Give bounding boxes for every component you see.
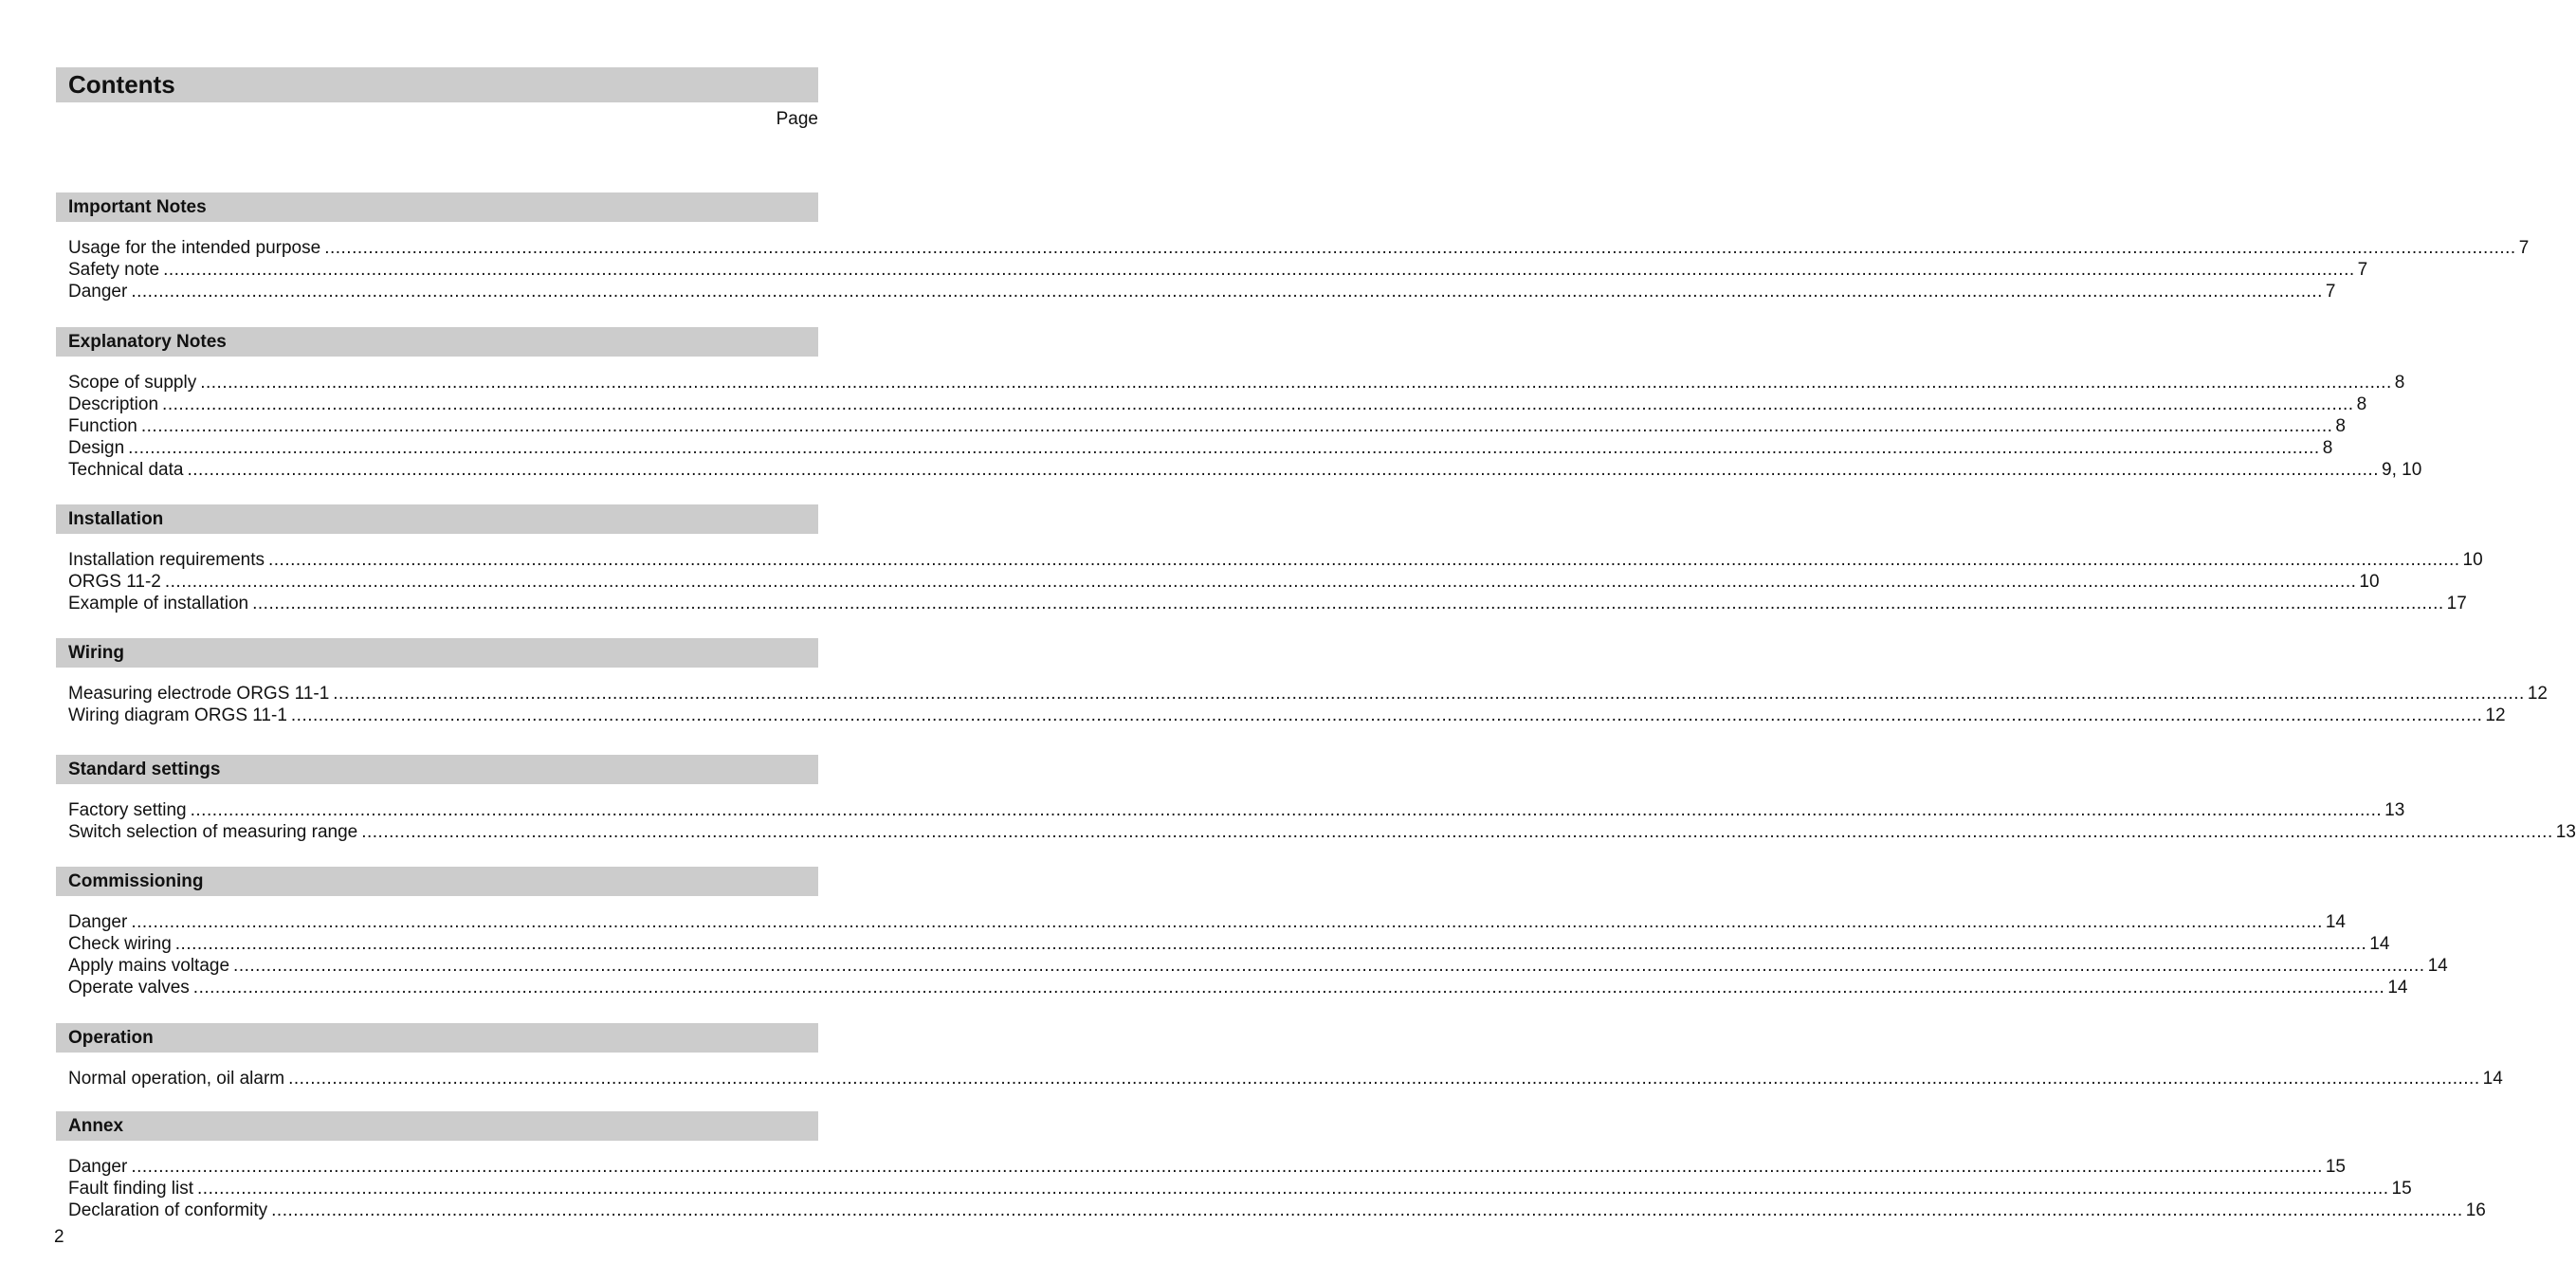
toc-dot-leader: ................................................................................................................................................................................................................................................................................................................................................................................................................ (290, 705, 2483, 725)
toc-entry-label: Factory setting (68, 800, 187, 820)
toc-entry-label: Scope of supply (68, 373, 197, 393)
toc-entry-list (56, 1068, 2503, 1090)
toc-entry-page: 12 (2527, 684, 2548, 704)
toc-dot-leader: ................................................................................................................................................................................................................................................................................................................................................................................................................ (288, 1069, 2480, 1089)
toc-entry-label: Operate valves (68, 978, 190, 998)
section-heading: Operation (68, 1027, 154, 1048)
toc-entry[interactable] (68, 281, 2336, 302)
toc-dot-leader: ................................................................................................................................................................................................................................................................................................................................................................................................................ (361, 822, 2553, 842)
toc-entry-label: Wiring diagram ORGS 11-1 (68, 705, 287, 725)
toc-entry-label: Danger (68, 1157, 128, 1177)
toc-dot-leader: ................................................................................................................................................................................................................................................................................................................................................................................................................ (200, 373, 2392, 393)
section-heading-bar (56, 1111, 818, 1141)
toc-section (56, 755, 2576, 843)
toc-entry-list (56, 1156, 2486, 1221)
toc-entry-label: Function (68, 416, 137, 436)
toc-entry[interactable] (68, 933, 2390, 955)
toc-entry-page: 12 (2485, 705, 2506, 725)
toc-entry[interactable] (68, 799, 2405, 821)
toc-dot-leader: ................................................................................................................................................................................................................................................................................................................................................................................................................ (131, 1157, 2323, 1177)
toc-section (56, 504, 2483, 614)
toc-entry[interactable] (68, 911, 2346, 933)
toc-entry-label: Measuring electrode ORGS 11-1 (68, 684, 330, 704)
toc-entry-page: 8 (2356, 394, 2367, 414)
toc-dot-leader: ................................................................................................................................................................................................................................................................................................................................................................................................................ (190, 800, 2383, 820)
toc-entry[interactable] (68, 372, 2405, 394)
toc-dot-leader: ................................................................................................................................................................................................................................................................................................................................................................................................................ (163, 260, 2355, 280)
toc-entry-page: 14 (2427, 956, 2448, 976)
toc-entry[interactable] (68, 549, 2483, 571)
toc-dot-leader: ................................................................................................................................................................................................................................................................................................................................................................................................................ (271, 1200, 2463, 1220)
toc-entry-label: Check wiring (68, 934, 172, 954)
toc-entry[interactable] (68, 415, 2346, 437)
toc-entry-list (56, 372, 2422, 481)
toc-dot-leader: ................................................................................................................................................................................................................................................................................................................................................................................................................ (197, 1179, 2389, 1199)
toc-entry-page: 14 (2325, 912, 2346, 932)
toc-entry-label: ORGS 11-2 (68, 572, 161, 592)
section-heading: Wiring (68, 642, 124, 663)
toc-entry[interactable] (68, 683, 2548, 705)
toc-entry-list (56, 911, 2448, 998)
toc-section (56, 192, 2530, 302)
toc-entry-page: 10 (2462, 550, 2483, 570)
toc-entry[interactable] (68, 705, 2506, 726)
toc-dot-leader: ................................................................................................................................................................................................................................................................................................................................................................................................................ (131, 912, 2323, 932)
toc-entry-label: Fault finding list (68, 1179, 194, 1199)
toc-dot-leader: ................................................................................................................................................................................................................................................................................................................................................................................................................ (164, 572, 2357, 592)
toc-dot-leader: ................................................................................................................................................................................................................................................................................................................................................................................................................ (268, 550, 2460, 570)
section-heading: Commissioning (68, 870, 204, 891)
section-heading: Standard settings (68, 759, 221, 779)
toc-entry-page: 15 (2391, 1179, 2412, 1199)
section-heading-bar (56, 192, 818, 222)
toc-entry-label: Apply mains voltage (68, 956, 230, 976)
toc-entry-label: Technical data (68, 460, 184, 480)
toc-entry-label: Normal operation, oil alarm (68, 1069, 285, 1089)
section-heading: Important Notes (68, 196, 207, 217)
toc-entry[interactable] (68, 437, 2333, 459)
toc-entry[interactable] (68, 259, 2368, 281)
toc-entry-page: 7 (2357, 260, 2368, 280)
page-number: 2 (54, 1227, 64, 1247)
toc-entry[interactable] (68, 1156, 2346, 1178)
toc-entry[interactable] (68, 593, 2467, 614)
toc-dot-leader: ................................................................................................................................................................................................................................................................................................................................................................................................................ (140, 416, 2333, 436)
toc-entry-label: Example of installation (68, 594, 249, 614)
toc-entry-list (56, 683, 2548, 726)
toc-entry-page: 13 (2555, 822, 2576, 842)
toc-entry-label: Description (68, 394, 159, 414)
toc-dot-leader: ................................................................................................................................................................................................................................................................................................................................................................................................................ (324, 238, 2516, 258)
toc-dot-leader: ................................................................................................................................................................................................................................................................................................................................................................................................................ (187, 460, 2379, 480)
toc-entry-page: 10 (2359, 572, 2380, 592)
toc-entry-label: Design (68, 438, 125, 458)
toc-entry[interactable] (68, 394, 2367, 415)
toc-dot-leader: ................................................................................................................................................................................................................................................................................................................................................................................................................ (174, 934, 2367, 954)
toc-dot-leader: ................................................................................................................................................................................................................................................................................................................................................................................................................ (192, 978, 2385, 998)
section-heading: Annex (68, 1115, 124, 1136)
toc-entry-page: 7 (2518, 238, 2530, 258)
toc-dot-leader: ................................................................................................................................................................................................................................................................................................................................................................................................................ (252, 594, 2444, 614)
toc-section (56, 1111, 2486, 1221)
toc-dot-leader: ................................................................................................................................................................................................................................................................................................................................................................................................................ (131, 282, 2323, 302)
toc-dot-leader: ................................................................................................................................................................................................................................................................................................................................................................................................................ (128, 438, 2320, 458)
toc-entry-page: 14 (2369, 934, 2390, 954)
toc-section (56, 638, 2548, 726)
contents-title: Contents (68, 70, 175, 99)
toc-entry-page: 16 (2465, 1200, 2486, 1220)
toc-dot-leader: ................................................................................................................................................................................................................................................................................................................................................................................................................ (233, 956, 2425, 976)
toc-dot-leader: ................................................................................................................................................................................................................................................................................................................................................................................................................ (162, 394, 2354, 414)
toc-entry-label: Switch selection of measuring range (68, 822, 358, 842)
section-heading-bar (56, 867, 818, 896)
toc-entry[interactable] (68, 821, 2576, 843)
toc-entry-page: 8 (2335, 416, 2346, 436)
toc-section (56, 1023, 2503, 1090)
toc-dot-leader: ................................................................................................................................................................................................................................................................................................................................................................................................................ (333, 684, 2525, 704)
toc-entry[interactable] (68, 1200, 2486, 1221)
page-column-label: Page (776, 109, 818, 129)
section-heading: Installation (68, 508, 164, 529)
toc-entry[interactable] (68, 955, 2448, 977)
toc-entry-page: 14 (2387, 978, 2408, 998)
toc-entry-page: 13 (2384, 800, 2405, 820)
toc-entry[interactable] (68, 459, 2422, 481)
toc-entry-list (56, 549, 2483, 614)
toc-entry[interactable] (68, 977, 2408, 998)
toc-entry-label: Declaration of conformity (68, 1200, 268, 1220)
toc-entry-page: 15 (2325, 1157, 2346, 1177)
toc-entry-label: Usage for the intended purpose (68, 238, 321, 258)
toc-entry-page: 7 (2325, 282, 2336, 302)
toc-entry[interactable] (68, 1068, 2503, 1090)
section-heading-bar (56, 504, 818, 534)
contents-title-bar (56, 67, 818, 102)
toc-entry-label: Installation requirements (68, 550, 265, 570)
toc-page (56, 67, 2576, 1220)
section-heading-bar (56, 638, 818, 668)
toc-entry-page: 14 (2482, 1069, 2503, 1089)
toc-entry[interactable] (68, 571, 2380, 593)
section-heading-bar (56, 1023, 818, 1053)
toc-entry-page: 8 (2322, 438, 2333, 458)
toc-entry[interactable] (68, 237, 2530, 259)
toc-entry-label: Safety note (68, 260, 160, 280)
toc-entry-page: 17 (2446, 594, 2467, 614)
toc-entry-page: 8 (2394, 373, 2405, 393)
toc-entry-list (56, 799, 2576, 843)
section-heading: Explanatory Notes (68, 331, 227, 352)
toc-entry[interactable] (68, 1178, 2412, 1200)
section-heading-bar (56, 755, 818, 784)
toc-entry-page: 9, 10 (2382, 460, 2422, 480)
toc-entry-label: Danger (68, 912, 128, 932)
toc-section (56, 867, 2448, 998)
toc-section (56, 327, 2422, 481)
toc-entry-list (56, 237, 2530, 302)
toc-entry-label: Danger (68, 282, 128, 302)
section-heading-bar (56, 327, 818, 357)
